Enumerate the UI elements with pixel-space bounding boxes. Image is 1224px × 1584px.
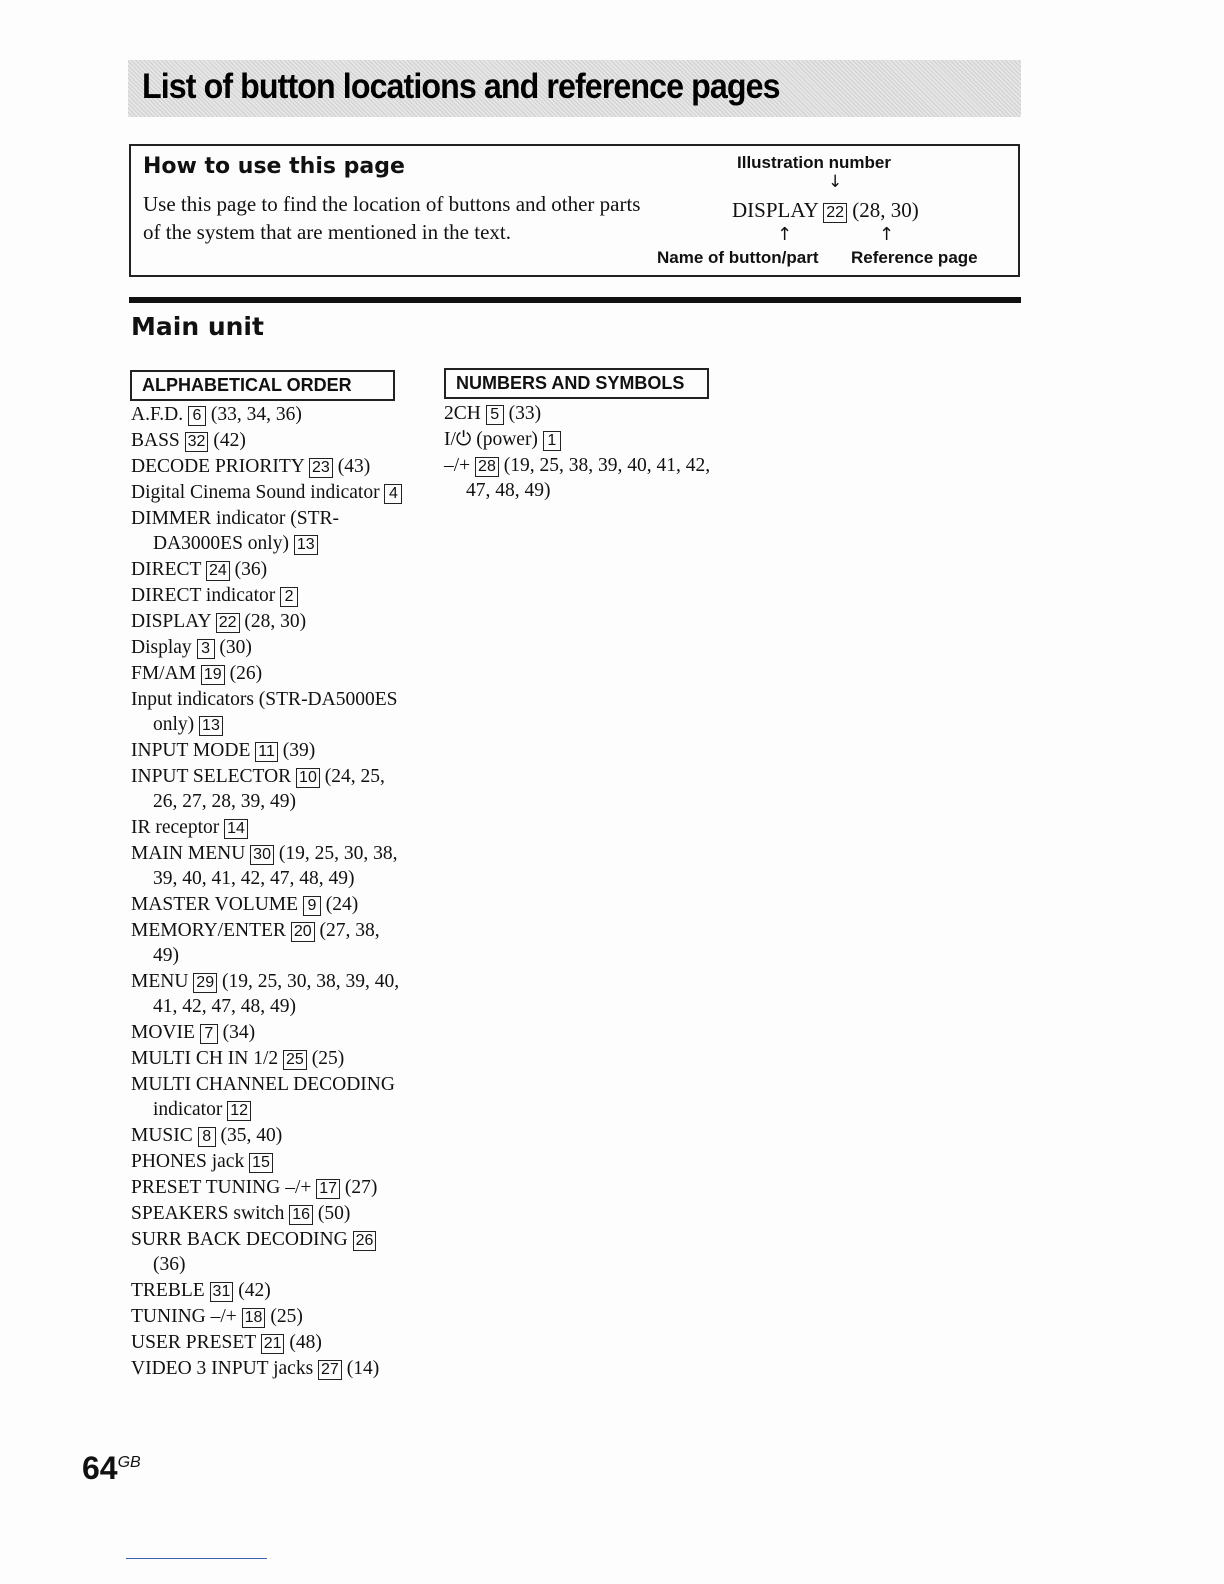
entry-name: MENU (131, 971, 189, 992)
entry-name: –/+ (444, 455, 471, 476)
entry-name: USER PRESET (131, 1332, 256, 1353)
illustration-number-box: 9 (303, 896, 321, 916)
list-item (131, 1356, 406, 1381)
illustration-number-box: 29 (193, 973, 217, 993)
list-item (131, 454, 406, 479)
entry-name: DIRECT (131, 559, 202, 580)
entry-pages: (50) (317, 1203, 351, 1224)
entry-name: TREBLE (131, 1280, 205, 1301)
illustration-number-box: 24 (206, 561, 230, 581)
example-entry (732, 198, 919, 223)
list-item (131, 428, 406, 453)
entry-pages: (19, 25, 30, 38, 39, 40, 41, 42, 47, 48, 49) (153, 971, 400, 1017)
entry-name: Input indicators (STR-DA5000ES only) (131, 689, 398, 735)
entry-name: DECODE PRIORITY (131, 456, 305, 477)
page-number-suffix: GB (117, 1454, 141, 1471)
list-item (131, 506, 406, 556)
name-label: Name of button/part (657, 248, 819, 267)
list-item (131, 918, 406, 968)
entry-name: TUNING –/+ (131, 1306, 237, 1327)
list-item (131, 969, 406, 1019)
entry-pages: (25) (270, 1306, 303, 1327)
illustration-number-box: 32 (185, 432, 209, 452)
entry-name: MAIN MENU (131, 843, 246, 864)
reference-page-label: Reference page (851, 248, 978, 267)
illustration-number-box: 5 (486, 405, 504, 425)
list-item (131, 583, 406, 608)
entry-pages: (27, 38, 49) (153, 920, 380, 966)
illustration-number-box: 6 (188, 406, 206, 426)
illustration-number-box: 13 (199, 716, 223, 736)
alphabetical-heading: ALPHABETICAL ORDER (130, 370, 395, 401)
illustration-number-box: 25 (283, 1050, 307, 1070)
illustration-number-box: 20 (291, 922, 315, 942)
page-title: List of button locations and reference pages (142, 67, 780, 106)
entry-pages: (42) (213, 430, 246, 451)
entry-name: INPUT SELECTOR (131, 766, 292, 787)
list-item (131, 1175, 406, 1200)
list-item (131, 557, 406, 582)
list-item (131, 687, 406, 737)
entry-pages: (33, 34, 36) (210, 404, 302, 425)
illustration-number-box: 26 (353, 1231, 377, 1251)
entry-name: DIRECT indicator (131, 585, 276, 606)
list-item (131, 635, 406, 660)
entry-name: Display (131, 637, 192, 658)
illustration-number-box: 16 (289, 1205, 313, 1225)
numbers-heading: NUMBERS AND SYMBOLS (444, 368, 709, 399)
arrow-up-icon: ↑ (879, 224, 895, 245)
list-item (131, 609, 406, 634)
page-number (82, 1450, 141, 1487)
list-item (131, 1304, 406, 1329)
entry-pages: (43) (337, 456, 371, 477)
example-number-box: 22 (823, 203, 847, 223)
illustration-number-box: 30 (250, 845, 274, 865)
entry-pages: (24, 25, 26, 27, 28, 39, 49) (153, 766, 385, 812)
entry-pages: (33) (508, 403, 542, 424)
list-item (444, 427, 719, 452)
section-divider (129, 297, 1021, 303)
section-title: Main unit (131, 312, 264, 341)
list-item (131, 1072, 406, 1122)
entry-name: VIDEO 3 INPUT jacks (131, 1358, 314, 1379)
list-item (131, 1330, 406, 1355)
entry-name: I/⏻ (power) (444, 429, 538, 450)
list-item (131, 1123, 406, 1148)
illustration-number-box: 12 (227, 1101, 251, 1121)
entry-name: SPEAKERS switch (131, 1203, 285, 1224)
entry-pages: (30) (219, 637, 252, 658)
entry-name: PRESET TUNING –/+ (131, 1177, 312, 1198)
illustration-number-box: 28 (475, 457, 499, 477)
entry-pages: (26) (229, 663, 263, 684)
illustration-number-box: 17 (316, 1179, 340, 1199)
illustration-number-box: 13 (294, 535, 318, 555)
illustration-number-box: 8 (198, 1127, 216, 1147)
entry-name: INPUT MODE (131, 740, 251, 761)
entry-name: Digital Cinema Sound indicator (131, 482, 380, 503)
list-item (131, 1149, 406, 1174)
list-item (131, 764, 406, 814)
numbers-list (444, 401, 719, 504)
illustration-number-box: 27 (318, 1360, 342, 1380)
example-name: DISPLAY (732, 198, 818, 222)
entry-name: 2CH (444, 403, 481, 424)
entry-name: PHONES jack (131, 1151, 245, 1172)
howto-text: Use this page to find the location of buttons and other parts of the system that are mentioned in the text. (143, 192, 641, 244)
arrow-down-icon: ↓ (828, 172, 843, 192)
entry-name: DIMMER indicator (STR-DA3000ES only) (131, 508, 339, 554)
entry-name: MULTI CH IN 1/2 (131, 1048, 279, 1069)
title-banner (128, 60, 1021, 117)
list-item (444, 453, 719, 503)
page-number-value: 64 (82, 1450, 118, 1486)
list-item (131, 480, 406, 505)
arrow-up-icon: ↑ (777, 224, 793, 245)
illustration-number-box: 11 (255, 742, 278, 762)
illustration-number-box: 15 (249, 1153, 273, 1173)
entry-name: DISPLAY (131, 611, 211, 632)
illustration-number-box: 31 (210, 1282, 234, 1302)
entry-pages: (35, 40) (220, 1125, 283, 1146)
illustration-number-box: 10 (296, 768, 320, 788)
footer-line (126, 1558, 267, 1559)
illustration-number-box: 7 (200, 1024, 218, 1044)
list-item (444, 401, 719, 426)
illustration-number-label: Illustration number (737, 153, 891, 172)
illustration-number-box: 14 (224, 819, 248, 839)
entry-name: A.F.D. (131, 404, 184, 425)
entry-name: MASTER VOLUME (131, 894, 299, 915)
entry-name: MOVIE (131, 1022, 195, 1043)
entry-name: SURR BACK DECODING (131, 1229, 348, 1250)
illustration-number-box: 22 (216, 613, 240, 633)
illustration-number-box: 1 (543, 431, 561, 451)
entry-pages: (28, 30) (244, 611, 307, 632)
list-item (131, 1020, 406, 1045)
list-item (131, 661, 406, 686)
illustration-number-box: 3 (197, 639, 215, 659)
list-item (131, 815, 406, 840)
list-item (131, 1046, 406, 1071)
entry-pages: (42) (238, 1280, 271, 1301)
illustration-number-box: 18 (242, 1308, 266, 1328)
entry-pages: (36) (234, 559, 268, 580)
entry-pages: (39) (282, 740, 316, 761)
how-to-use-box (129, 144, 1020, 277)
illustration-number-box: 21 (261, 1334, 285, 1354)
illustration-number-box: 19 (201, 665, 225, 685)
entry-pages: (36) (153, 1254, 186, 1275)
entry-name: MULTI CHANNEL DECODING indicator (131, 1074, 395, 1120)
illustration-number-box: 23 (309, 458, 333, 478)
list-item (131, 841, 406, 891)
illustration-number-box: 4 (384, 484, 402, 504)
howto-title: How to use this page (143, 154, 405, 179)
entry-name: MUSIC (131, 1125, 193, 1146)
list-item (131, 1278, 406, 1303)
example-pages: (28, 30) (852, 198, 919, 222)
entry-name: MEMORY/ENTER (131, 920, 286, 941)
illustration-number-box: 2 (280, 587, 298, 607)
entry-pages: (24) (325, 894, 359, 915)
entry-pages: (48) (289, 1332, 322, 1353)
alphabetical-list (131, 402, 406, 1382)
list-item (131, 892, 406, 917)
entry-pages: (27) (344, 1177, 378, 1198)
entry-pages: (19, 25, 38, 39, 40, 41, 42, 47, 48, 49) (466, 455, 711, 501)
list-item (131, 738, 406, 763)
list-item (131, 1201, 406, 1226)
entry-name: FM/AM (131, 663, 197, 684)
entry-name: IR receptor (131, 817, 220, 838)
entry-pages: (34) (222, 1022, 256, 1043)
list-item (131, 1227, 406, 1277)
entry-pages: (14) (346, 1358, 380, 1379)
entry-pages: (19, 25, 30, 38, 39, 40, 41, 42, 47, 48, 49) (153, 843, 398, 889)
entry-pages: (25) (311, 1048, 345, 1069)
list-item (131, 402, 406, 427)
entry-name: BASS (131, 430, 180, 451)
